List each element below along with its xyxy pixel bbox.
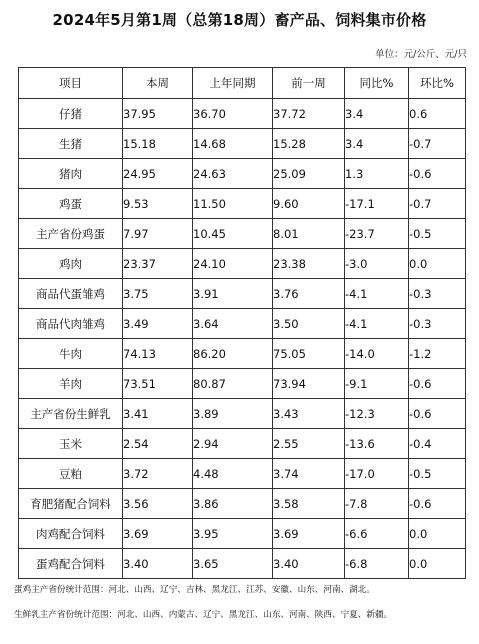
cell-wow-percent: -0.7	[409, 189, 466, 219]
cell-item-name: 主产省份生鲜乳	[19, 399, 123, 429]
cell-last-year: 10.45	[193, 219, 273, 249]
cell-item-name: 育肥猪配合饲料	[19, 489, 123, 519]
cell-previous-week: 15.28	[273, 129, 345, 159]
cell-yoy-percent: 3.4	[345, 129, 409, 159]
cell-yoy-percent: -23.7	[345, 219, 409, 249]
table-row	[19, 399, 466, 429]
cell-yoy-percent: -4.1	[345, 279, 409, 309]
table-row	[19, 429, 466, 459]
cell-wow-percent: -0.6	[409, 159, 466, 189]
cell-last-year: 3.64	[193, 309, 273, 339]
cell-previous-week: 73.94	[273, 369, 345, 399]
cell-previous-week: 3.69	[273, 519, 345, 549]
cell-last-year: 14.68	[193, 129, 273, 159]
cell-last-year: 4.48	[193, 459, 273, 489]
cell-this-week: 3.41	[123, 399, 193, 429]
cell-wow-percent: -0.3	[409, 279, 466, 309]
cell-wow-percent: -0.6	[409, 369, 466, 399]
cell-last-year: 3.91	[193, 279, 273, 309]
cell-previous-week: 23.38	[273, 249, 345, 279]
cell-last-year: 86.20	[193, 339, 273, 369]
cell-yoy-percent: -3.0	[345, 249, 409, 279]
table-row	[19, 219, 466, 249]
price-table	[18, 67, 466, 579]
column-header-item: 项目	[19, 68, 123, 99]
cell-item-name: 仔猪	[19, 99, 123, 129]
cell-last-year: 36.70	[193, 99, 273, 129]
cell-yoy-percent: -12.3	[345, 399, 409, 429]
table-row	[19, 459, 466, 489]
unit-label: 单位：元/公斤、元/只	[375, 49, 467, 60]
cell-yoy-percent: -14.0	[345, 339, 409, 369]
cell-wow-percent: -0.5	[409, 459, 466, 489]
cell-item-name: 猪肉	[19, 159, 123, 189]
cell-last-year: 80.87	[193, 369, 273, 399]
cell-wow-percent: -0.7	[409, 129, 466, 159]
cell-yoy-percent: -6.6	[345, 519, 409, 549]
cell-this-week: 3.49	[123, 309, 193, 339]
cell-this-week: 3.75	[123, 279, 193, 309]
cell-this-week: 3.40	[123, 549, 193, 579]
cell-this-week: 24.95	[123, 159, 193, 189]
cell-previous-week: 3.58	[273, 489, 345, 519]
footnotes	[14, 583, 474, 633]
cell-item-name: 商品代肉雏鸡	[19, 309, 123, 339]
table-header-row	[19, 68, 466, 99]
cell-wow-percent: 0.6	[409, 99, 466, 129]
cell-this-week: 74.13	[123, 339, 193, 369]
table-row	[19, 339, 466, 369]
cell-yoy-percent: 1.3	[345, 159, 409, 189]
cell-item-name: 肉鸡配合饲料	[19, 519, 123, 549]
footnote-milk-provinces: 生鲜乳主产省份统计范围：河北、山西、内蒙古、辽宁、黑龙江、山东、河南、陕西、宁夏、新疆。	[14, 610, 393, 620]
cell-last-year: 3.95	[193, 519, 273, 549]
cell-item-name: 鸡肉	[19, 249, 123, 279]
cell-last-year: 3.86	[193, 489, 273, 519]
table-row	[19, 279, 466, 309]
cell-last-year: 24.63	[193, 159, 273, 189]
cell-yoy-percent: -4.1	[345, 309, 409, 339]
cell-previous-week: 75.05	[273, 339, 345, 369]
cell-this-week: 23.37	[123, 249, 193, 279]
cell-item-name: 蛋鸡配合饲料	[19, 549, 123, 579]
cell-previous-week: 25.09	[273, 159, 345, 189]
cell-yoy-percent: -17.0	[345, 459, 409, 489]
cell-last-year: 3.65	[193, 549, 273, 579]
table-row	[19, 189, 466, 219]
column-header-previous-week: 前一周	[273, 68, 345, 99]
cell-yoy-percent: -6.8	[345, 549, 409, 579]
table-row	[19, 99, 466, 129]
cell-previous-week: 3.74	[273, 459, 345, 489]
cell-wow-percent: -0.4	[409, 429, 466, 459]
cell-this-week: 3.56	[123, 489, 193, 519]
table-row	[19, 519, 466, 549]
cell-this-week: 3.69	[123, 519, 193, 549]
cell-this-week: 73.51	[123, 369, 193, 399]
table-row	[19, 129, 466, 159]
cell-wow-percent: -0.6	[409, 489, 466, 519]
table-row	[19, 309, 466, 339]
table-row	[19, 549, 466, 579]
cell-previous-week: 8.01	[273, 219, 345, 249]
table-body	[19, 99, 466, 579]
page-title: 2024年5月第1周（总第18周）畜产品、饲料集市价格	[52, 11, 427, 29]
cell-yoy-percent: -13.6	[345, 429, 409, 459]
cell-this-week: 15.18	[123, 129, 193, 159]
cell-this-week: 37.95	[123, 99, 193, 129]
cell-wow-percent: 0.0	[409, 249, 466, 279]
cell-wow-percent: -0.5	[409, 219, 466, 249]
table-row	[19, 369, 466, 399]
footnote-egg-provinces: 蛋鸡主产省份统计范围：河北、山西、辽宁、吉林、黑龙江、江苏、安徽、山东、河南、湖北。	[14, 585, 375, 595]
cell-this-week: 2.54	[123, 429, 193, 459]
cell-wow-percent: -0.6	[409, 399, 466, 429]
cell-last-year: 24.10	[193, 249, 273, 279]
cell-wow-percent: -1.2	[409, 339, 466, 369]
cell-previous-week: 3.40	[273, 549, 345, 579]
cell-last-year: 11.50	[193, 189, 273, 219]
cell-item-name: 主产省份鸡蛋	[19, 219, 123, 249]
cell-item-name: 鸡蛋	[19, 189, 123, 219]
cell-previous-week: 3.50	[273, 309, 345, 339]
cell-yoy-percent: 3.4	[345, 99, 409, 129]
cell-item-name: 豆粕	[19, 459, 123, 489]
cell-wow-percent: -0.3	[409, 309, 466, 339]
cell-item-name: 生猪	[19, 129, 123, 159]
table-row	[19, 249, 466, 279]
cell-this-week: 3.72	[123, 459, 193, 489]
cell-wow-percent: 0.0	[409, 519, 466, 549]
column-header-this-week: 本周	[123, 68, 193, 99]
cell-previous-week: 37.72	[273, 99, 345, 129]
cell-previous-week: 3.43	[273, 399, 345, 429]
cell-previous-week: 2.55	[273, 429, 345, 459]
table-row	[19, 489, 466, 519]
cell-wow-percent: 0.0	[409, 549, 466, 579]
cell-yoy-percent: -17.1	[345, 189, 409, 219]
cell-this-week: 7.97	[123, 219, 193, 249]
cell-last-year: 3.89	[193, 399, 273, 429]
column-header-last-year: 上年同期	[193, 68, 273, 99]
cell-this-week: 9.53	[123, 189, 193, 219]
table-row	[19, 159, 466, 189]
cell-yoy-percent: -9.1	[345, 369, 409, 399]
cell-item-name: 羊肉	[19, 369, 123, 399]
cell-last-year: 2.94	[193, 429, 273, 459]
cell-item-name: 商品代蛋雏鸡	[19, 279, 123, 309]
cell-item-name: 牛肉	[19, 339, 123, 369]
cell-previous-week: 3.76	[273, 279, 345, 309]
cell-yoy-percent: -7.8	[345, 489, 409, 519]
column-header-yoy: 同比%	[345, 68, 409, 99]
column-header-wow: 环比%	[409, 68, 466, 99]
cell-previous-week: 9.60	[273, 189, 345, 219]
cell-item-name: 玉米	[19, 429, 123, 459]
